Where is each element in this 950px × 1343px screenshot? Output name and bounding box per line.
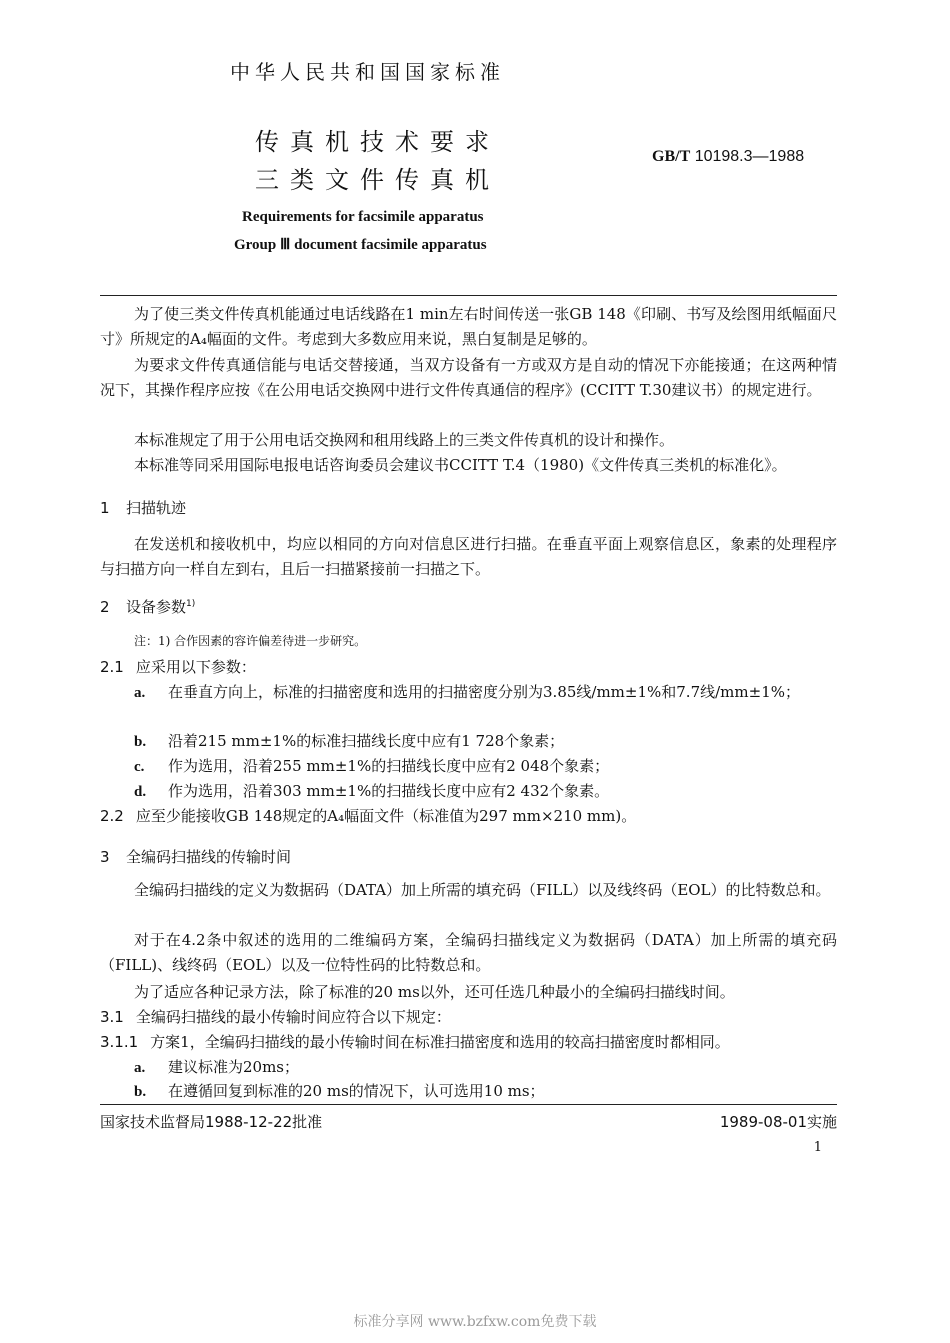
section-1-body: 在发送机和接收机中，均应以相同的方向对信息区进行扫描。在垂直平面上观察信息区，象素的处理程序与扫描方向一样自左到右，且后一扫描紧接前一扫描之下。 [100,535,837,578]
doc-title-line1: 传真机技术要求 [255,128,500,156]
intro-paragraph-4: 本标准等同采用国际电报电话咨询委员会建议书CCITT T.4（1980)《文件传真三类机的标准化》。 [134,456,787,474]
section-number: 3 [100,848,110,866]
effective-date: 1989-08-01实施 [719,1113,837,1131]
list-item [134,1079,837,1105]
intro-paragraph-2: 为要求文件传真通信能与电话交替接通，当双方设备有一方或双方是自动的情况下亦能接通；在这两种情况下，其操作程序应按《在公用电话交换网中进行文件传真通信的程序》(CCITT T.30建议书）的规定进行。 [100,356,837,399]
list-item [134,1055,837,1081]
clause-2-2 [100,805,636,826]
intro-paragraph-3: 本标准规定了用于公用电话交换网和租用线路上的三类文件传真机的设计和操作。 [134,431,675,449]
approval-date: 国家技术监督局1988-12-22批准 [100,1113,323,1131]
nation-standard-heading: 中华人民共和国国家标准 [230,60,505,84]
section-title: 设备参数 [126,598,187,616]
item-text: 作为选用，沿着303 mm±1%的扫描线长度中应有2 432个象素。 [168,782,610,800]
item-label: b. [134,734,147,750]
item-label: b. [134,1084,147,1100]
list-item [134,680,837,706]
section-3-paragraph-2: 对于在4.2条中叙述的选用的二维编码方案，全编码扫描线定义为数据码（DATA）加上所需的填充码（FILL)、线终码（EOL）以及一位特性码的比特数总和。 [100,931,837,974]
standard-prefix: GB/T [652,148,691,165]
section-1-heading [100,497,186,518]
section-2-heading [100,596,195,617]
list-item [134,729,837,755]
clause-text: 应采用以下参数： [135,658,256,676]
standard-number [652,148,804,166]
clause-text: 方案1，全编码扫描线的最小传输时间在标准扫描密度和选用的较高扫描密度时都相同。 [150,1033,730,1051]
clause-number: 3.1 [100,1008,124,1026]
list-item [134,754,837,780]
clause-3-1-1 [100,1031,730,1052]
item-text: 在垂直方向上，标准的扫描密度和选用的扫描密度分别为3.85线/mm±1%和7.7线/mm±1%； [168,683,800,701]
clause-text: 应至少能接收GB 148规定的A₄幅面文件（标准值为297 mm×210 mm)。 [135,807,637,825]
section-3-heading [100,846,291,867]
item-text: 作为选用，沿着255 mm±1%的扫描线长度中应有2 048个象素； [168,757,610,775]
item-text: 沿着215 mm±1%的标准扫描线长度中应有1 728个象素； [168,732,565,750]
english-title-line1: Requirements for facsimile apparatus [242,209,484,225]
footer-divider [100,1104,837,1105]
clause-number: 2.2 [100,807,124,825]
header-divider [100,295,837,296]
clause-3-1 [100,1006,451,1027]
item-label: d. [134,784,147,800]
section-title: 扫描轨迹 [126,499,187,517]
intro-paragraph-1: 为了使三类文件传真机能通过电话线路在1 min左右时间传送一张GB 148《印刷、书写及绘图用纸幅面尺寸》所规定的A₄幅面的文件。考虑到大多数应用来说，黑白复制是足够的。 [100,305,837,348]
section-number: 2 [100,598,110,616]
watermark: 标准分享网 www.bzfxw.com免费下载 [353,1314,597,1330]
clause-2-1 [100,656,256,677]
item-label: a. [134,1060,146,1076]
page-number: 1 [813,1140,822,1155]
item-label: a. [134,685,146,701]
item-text: 在遵循回复到标准的20 ms的情况下，认可选用10 ms； [168,1082,545,1100]
clause-number: 2.1 [100,658,124,676]
item-label: c. [134,759,145,775]
section-number: 1 [100,499,110,517]
english-title-line2: Group Ⅲ document facsimile apparatus [234,237,487,253]
list-item [134,779,837,805]
footnote-mark: 1) [186,599,196,609]
section-3-paragraph-1: 全编码扫描线的定义为数据码（DATA）加上所需的填充码（FILL）以及线终码（EOL）的比特数总和。 [134,881,831,899]
standard-code: 10198.3—1988 [694,148,805,165]
clause-number: 3.1.1 [100,1033,139,1051]
section-2-note: 注：1) 合作因素的容许偏差待进一步研究。 [134,634,367,648]
item-text: 建议标准为20ms； [168,1058,300,1076]
section-title: 全编码扫描线的传输时间 [126,848,292,866]
clause-text: 全编码扫描线的最小传输时间应符合以下规定： [135,1008,451,1026]
section-3-paragraph-3: 为了适应各种记录方法，除了标准的20 ms以外，还可任选几种最小的全编码扫描线时间。 [134,983,735,1001]
doc-title-line2: 三类文件传真机 [255,166,500,194]
